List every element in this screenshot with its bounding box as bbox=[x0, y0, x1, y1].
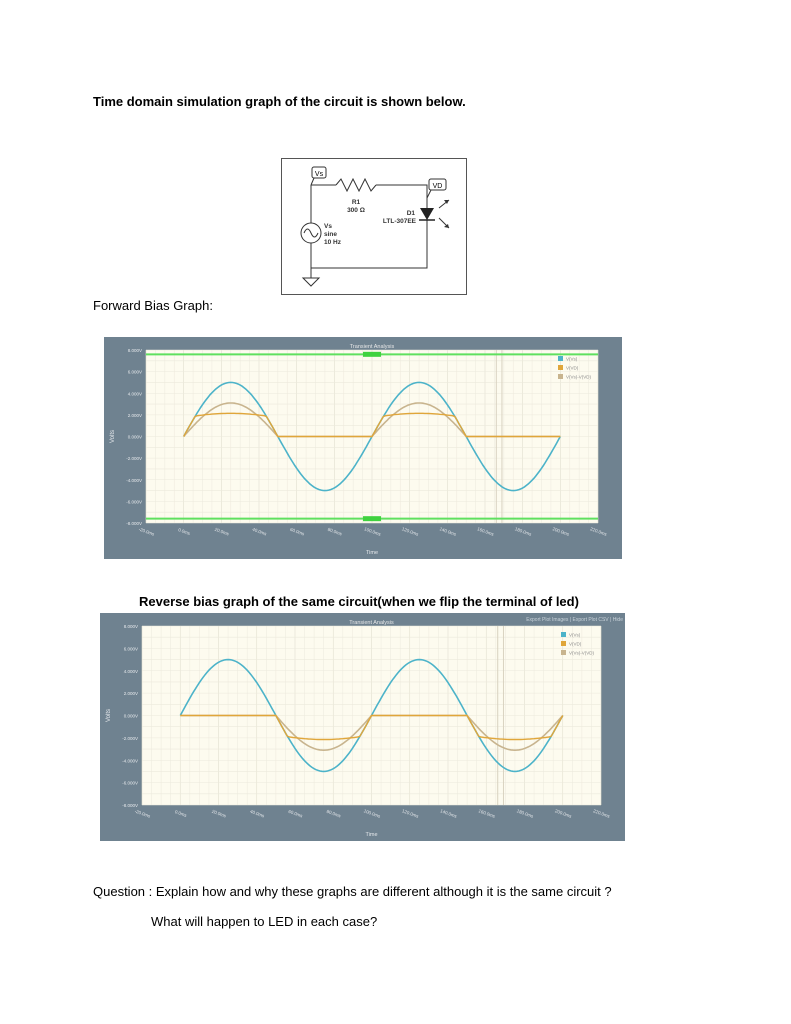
y-tick-label: 0.000V bbox=[127, 434, 142, 440]
chart-title: Transient Analysis bbox=[349, 620, 394, 626]
source-type: sine bbox=[324, 231, 338, 238]
x-tick-label: 20.0ms bbox=[214, 526, 230, 537]
legend-label: V(VD) bbox=[566, 365, 579, 371]
y-tick-label: -8.000V bbox=[126, 521, 142, 526]
x-tick-label: 0.0ms bbox=[174, 809, 188, 819]
y-tick-label: -4.000V bbox=[122, 758, 138, 764]
x-tick-label: 140.0ms bbox=[439, 808, 458, 819]
x-tick-label: 80.0ms bbox=[325, 808, 342, 819]
y-tick-label: -2.000V bbox=[122, 735, 138, 741]
y-tick-label: 6.000V bbox=[123, 646, 138, 652]
range-handle bbox=[363, 516, 381, 521]
chart-title: Transient Analysis bbox=[349, 344, 395, 350]
legend-label: V(VD) bbox=[569, 641, 582, 647]
y-tick-label: 8.000V bbox=[123, 624, 138, 629]
x-tick-label: 160.0ms bbox=[477, 808, 496, 819]
y-tick-label: -6.000V bbox=[122, 780, 138, 786]
y-tick-label: -2.000V bbox=[126, 456, 142, 462]
svg-text:VD: VD bbox=[432, 183, 443, 190]
x-tick-label: 160.0ms bbox=[476, 526, 495, 537]
y-tick-label: 4.000V bbox=[123, 668, 138, 674]
source-name: Vs bbox=[324, 223, 332, 230]
y-tick-label: 8.000V bbox=[127, 348, 142, 353]
y-tick-label: 4.000V bbox=[127, 391, 142, 397]
forward-bias-chart bbox=[104, 337, 622, 559]
legend-label: V(Vs) bbox=[566, 356, 578, 362]
resistor-name: R1 bbox=[351, 199, 361, 206]
reverse-bias-chart bbox=[100, 613, 625, 841]
x-tick-label: 200.0ms bbox=[551, 526, 570, 537]
legend-label: V(Vs)-V(VD) bbox=[569, 650, 594, 656]
x-tick-label: 220.0ms bbox=[592, 808, 611, 819]
legend-swatch bbox=[558, 356, 563, 361]
x-tick-label: 60.0ms bbox=[289, 526, 305, 537]
range-handle bbox=[363, 352, 381, 357]
y-axis-label: Volts bbox=[110, 429, 116, 444]
x-tick-label: 100.0ms bbox=[363, 526, 382, 537]
legend-swatch bbox=[561, 632, 566, 637]
y-tick-label: -6.000V bbox=[126, 499, 142, 505]
legend-swatch bbox=[561, 641, 566, 646]
circuit-diagram bbox=[281, 158, 468, 296]
x-tick-label: 100.0ms bbox=[363, 808, 381, 819]
y-tick-label: 6.000V bbox=[127, 369, 142, 375]
legend-swatch bbox=[558, 365, 563, 370]
sub-question-text: What will happen to LED in each case? bbox=[151, 914, 378, 929]
x-tick-label: 60.0ms bbox=[287, 808, 304, 819]
legend-label: V(Vs) bbox=[569, 632, 581, 638]
x-tick-label: 220.0ms bbox=[589, 526, 608, 537]
x-tick-label: -20.0ms bbox=[134, 808, 152, 819]
x-axis-label: Time bbox=[365, 550, 379, 556]
x-tick-label: 200.0ms bbox=[554, 808, 573, 819]
document-heading: Time domain simulation graph of the circuit is shown below. bbox=[93, 94, 466, 109]
x-tick-label: 40.0ms bbox=[251, 526, 268, 537]
y-axis-label: Volts bbox=[106, 708, 112, 723]
resistor-value: 300 Ω bbox=[347, 207, 365, 214]
x-axis-label: Time bbox=[365, 832, 378, 838]
x-tick-label: 20.0ms bbox=[211, 808, 227, 819]
legend-label: V(Vs)-V(VD) bbox=[566, 374, 591, 380]
y-tick-label: 0.000V bbox=[123, 713, 138, 719]
svg-text:Vs: Vs bbox=[314, 171, 324, 178]
x-tick-label: -20.0ms bbox=[138, 526, 156, 537]
export-links: Export Plot Images | Export Plot CSV | Hide bbox=[526, 617, 623, 623]
x-tick-label: 40.0ms bbox=[249, 808, 266, 819]
y-tick-label: 2.000V bbox=[127, 412, 142, 418]
reverse-bias-heading: Reverse bias graph of the same circuit(when we flip the terminal of led) bbox=[139, 594, 579, 609]
x-tick-label: 140.0ms bbox=[438, 526, 457, 537]
x-tick-label: 120.0ms bbox=[401, 526, 420, 537]
x-tick-label: 120.0ms bbox=[401, 808, 420, 819]
legend-swatch bbox=[558, 374, 563, 379]
diode-name: D1 bbox=[406, 210, 415, 217]
question-text: Question : Explain how and why these graphs are different although it is the same circuit ? bbox=[93, 884, 612, 899]
y-tick-label: -4.000V bbox=[126, 477, 142, 483]
forward-bias-label: Forward Bias Graph: bbox=[93, 298, 213, 313]
diode-part: LTL-307EE bbox=[382, 218, 416, 225]
source-frequency: 10 Hz bbox=[324, 239, 341, 246]
x-tick-label: 180.0ms bbox=[516, 808, 534, 819]
x-tick-label: 0.0ms bbox=[177, 527, 191, 537]
legend-swatch bbox=[561, 650, 566, 655]
y-tick-label: -8.000V bbox=[122, 803, 138, 808]
x-tick-label: 80.0ms bbox=[327, 526, 343, 537]
x-tick-label: 180.0ms bbox=[514, 526, 533, 537]
y-tick-label: 2.000V bbox=[123, 691, 138, 697]
